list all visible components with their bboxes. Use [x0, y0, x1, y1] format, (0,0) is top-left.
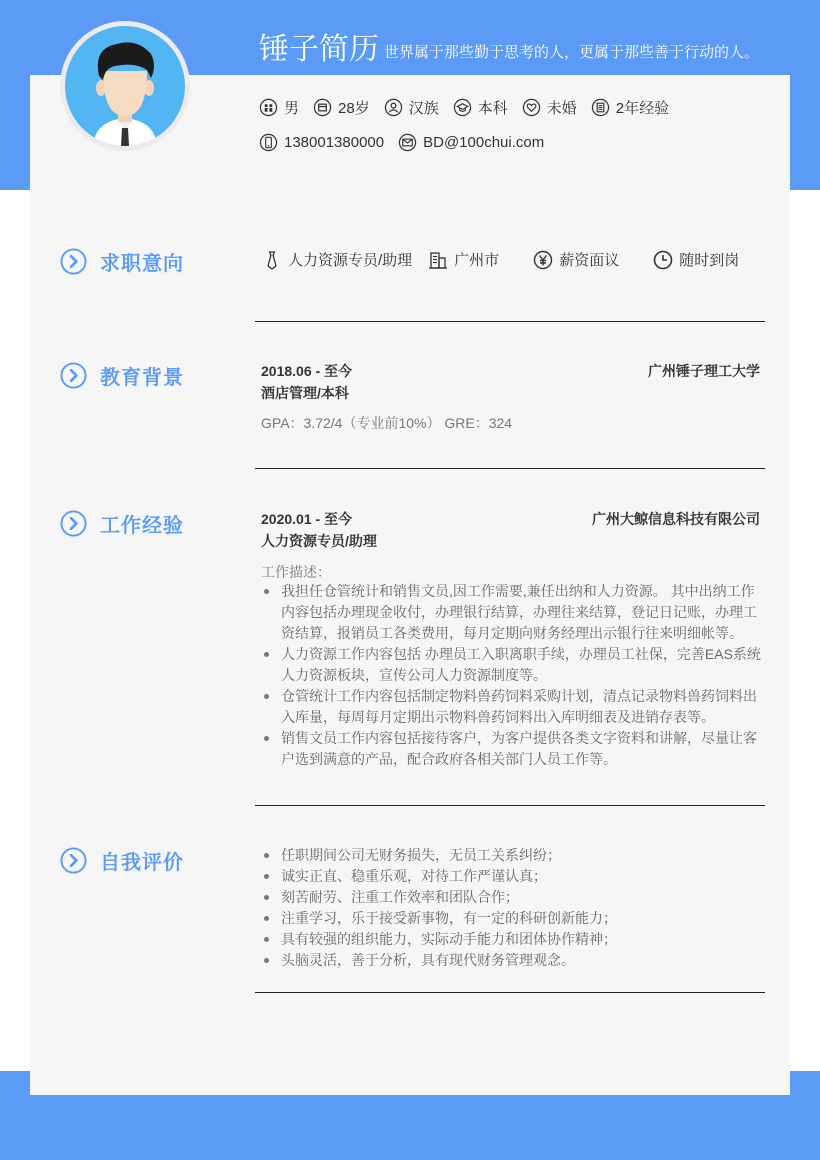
chevron-right-icon [60, 847, 87, 874]
contact-phone [259, 133, 384, 152]
work-date: 2020.01 - 至今 [261, 511, 353, 527]
chevron-right-icon [60, 510, 87, 537]
section-title-text: 自我评价 [100, 852, 184, 874]
list-item: 具有较强的组织能力，实际动手能力和团体协作精神； [261, 929, 761, 950]
clock-icon [653, 250, 673, 270]
list-item: 任职期间公司无财务损失，无员工关系纠纷； [261, 845, 761, 866]
building-icon [428, 250, 448, 270]
section-title-self-eval [60, 846, 184, 875]
work-company: 广州大鲸信息科技有限公司 [592, 511, 760, 527]
list-item: 仓管统计工作内容包括制定物料兽药饲料采购计划，清点记录物料兽药饲料出入库量，每周每月定期出示物料兽药饲料出入库明细表及进销存表等。 [261, 686, 761, 728]
list-item: 销售文员工作内容包括接待客户，为客户提供各类文字资料和讲解，尽量让客户选到满意的产品，配合政府各相关部门人员工作等。 [261, 728, 761, 770]
person-icon [384, 98, 403, 117]
intent-salary [533, 249, 619, 270]
document-icon [591, 98, 610, 117]
info-ethnicity-text: 汉族 [408, 100, 439, 117]
chevron-right-icon [60, 362, 87, 389]
section-title-education [60, 361, 184, 390]
info-gender [259, 97, 299, 118]
intent-city-text: 广州市 [454, 252, 500, 269]
contact-phone-text: 138001380000 [284, 134, 385, 151]
list-item: 注重学习，乐于接受新事物，有一定的科研创新能力； [261, 908, 761, 929]
graduation-cap-icon [453, 98, 472, 117]
self-eval-bullets [261, 845, 761, 971]
intent-salary-text: 薪资面议 [559, 252, 620, 269]
intent-position [262, 249, 412, 270]
info-gender-text: 男 [284, 100, 300, 117]
info-degree-text: 本科 [477, 100, 508, 117]
section-title-text: 求职意向 [100, 253, 184, 275]
info-experience [591, 97, 669, 118]
section-title-work [60, 509, 184, 538]
resume-motto: 世界属于那些勤于思考的人，更属于那些善于行动的人。 [384, 44, 760, 61]
education-date: 2018.06 - 至今 [261, 363, 353, 379]
list-item: 刻苦耐劳、注重工作效率和团队合作； [261, 887, 761, 908]
section-divider [255, 805, 765, 806]
section-title-job-intent [60, 247, 184, 276]
calendar-icon [313, 98, 332, 117]
yen-icon [533, 250, 553, 270]
avatar [60, 21, 190, 151]
mail-icon [398, 133, 417, 152]
work-bullets [261, 581, 761, 770]
section-divider [255, 321, 765, 322]
job-intent-row [262, 249, 739, 270]
education-detail: GPA：3.72/4（专业前10%） GRE：324 [261, 415, 513, 431]
list-item: 头脑灵活，善于分析，具有现代财务管理观念。 [261, 950, 761, 971]
contact-row [259, 133, 558, 152]
work-desc-label: 工作描述： [261, 564, 331, 580]
work-role: 人力资源专员/助理 [261, 533, 377, 549]
contact-email [398, 133, 544, 152]
list-item: 诚实正直、稳重乐观，对待工作严谨认真； [261, 866, 761, 887]
avatar-illustration [65, 26, 185, 146]
info-ethnicity [384, 97, 439, 118]
section-divider [255, 992, 765, 993]
info-marital-text: 未婚 [546, 100, 577, 117]
intent-position-text: 人力资源专员/助理 [288, 252, 413, 269]
gender-icon [259, 98, 278, 117]
section-title-text: 工作经验 [100, 515, 184, 537]
info-degree [453, 97, 508, 118]
contact-email-text: BD@100chui.com [423, 134, 545, 151]
intent-availability-text: 随时到岗 [679, 252, 740, 269]
basic-info-row [259, 97, 683, 118]
list-item: 人力资源工作内容包括 办理员工入职离职手续，办理员工社保，完善EAS系统人力资源板块，宣传公司人力资源制度等。 [261, 644, 761, 686]
phone-icon [259, 133, 278, 152]
resume-name: 锤子简历 [259, 33, 379, 66]
tie-icon [262, 250, 282, 270]
info-experience-text: 2年经验 [615, 100, 670, 117]
intent-city [428, 249, 499, 270]
list-item: 我担任仓管统计和销售文员,因工作需要,兼任出纳和人力资源。 其中出纳工作内容包括办理现金收付，办理银行结算，办理往来结算，登记日记账，办理工资结算，报销员工各类费用，每月定期向财务经理出示银行往来明细帐等。 [261, 581, 761, 644]
education-school: 广州锤子理工大学 [648, 363, 760, 379]
section-divider [255, 468, 765, 469]
info-age-text: 28岁 [338, 100, 370, 117]
info-marital [522, 97, 577, 118]
info-age [313, 97, 370, 118]
section-title-text: 教育背景 [100, 367, 184, 389]
chevron-right-icon [60, 248, 87, 275]
education-major: 酒店管理/本科 [261, 385, 349, 401]
intent-availability [653, 249, 739, 270]
heart-icon [522, 98, 541, 117]
